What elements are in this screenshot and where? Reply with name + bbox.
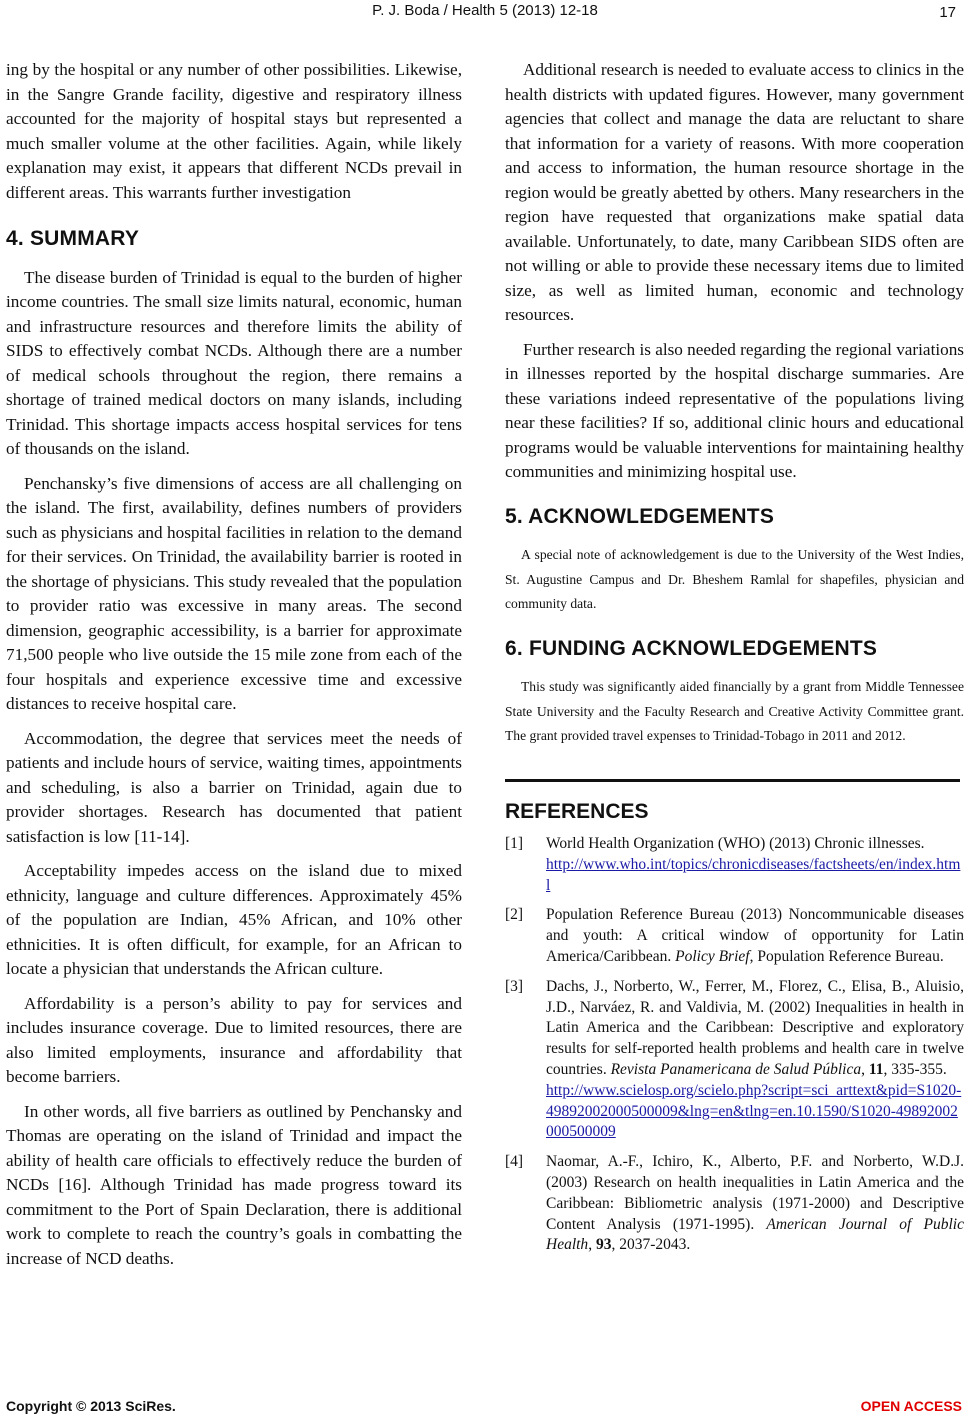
reference-item <box>505 905 964 967</box>
open-access-label: OPEN ACCESS <box>860 1398 962 1414</box>
running-header <box>0 2 970 24</box>
reference-volume: 93 <box>595 1236 612 1254</box>
separator: , <box>588 1236 596 1254</box>
reference-text: , Population Reference Bureau. <box>749 947 944 965</box>
body-paragraph: Further research is also needed regarding the regional variations in illnesses reported by the hospital discharge summaries. Are these variations indeed representative of the populations living near these facilities? If so, additional clinic hours and educational programs would be valuable interventions for maintaining healthy communities and minimizing hospital use. <box>505 339 964 481</box>
reference-text: Population Reference Bureau (2013) Noncommunicable diseases and youth: A critical window of opportunity for Latin America/Caribbean. <box>546 906 964 965</box>
summary-paragraph: Accommodation, the degree that services meet the needs of patients and include hours of service, waiting times, appointments and scheduling, is also a barrier on Trinidad, again due to provider shortages. Research has documented that patient satisfaction is low [11-14]. <box>6 728 462 846</box>
continuation-paragraph: ing by the hospital or any number of other possibilities. Likewise, in the Sangre Grande facility, digestive and respiratory illness accounted for the majority of hospital stays but represented a much smaller volume at the other facilities. Again, while likely explanation may exist, it appears that different NCDs prevail in different areas. This warrants further investigation <box>6 60 462 202</box>
summary-paragraph: Acceptability impedes access on the island due to mixed ethnicity, language and culture differences. Approximately 45% of the population are Indian, 45% African, and 10% other ethnicities. It is often difficult, for example, for an African to locate a physician that understands the African culture. <box>6 861 462 978</box>
reference-volume: 11 <box>868 1060 884 1078</box>
copyright-notice: Copyright © 2013 SciRes. <box>6 1398 176 1414</box>
summary-heading: 4. SUMMARY <box>6 227 140 250</box>
acknowledgements-heading: 5. ACKNOWLEDGEMENTS <box>505 504 775 528</box>
section-divider <box>505 779 960 782</box>
reference-number: [4] <box>505 1153 524 1171</box>
summary-paragraph: Affordability is a person’s ability to pay for services and includes insurance coverage. Due to limited resources, there are also limited employments, insurance and affordability that become barriers. <box>6 993 462 1086</box>
reference-pages: , 2037-2043. <box>611 1236 691 1254</box>
reference-source: American Journal of Public Health <box>546 1215 964 1254</box>
reference-source: Policy Brief <box>675 947 750 965</box>
reference-source: Revista Panamericana de Salud Pública <box>610 1060 862 1078</box>
reference-text: Naomar, A.-F., Ichiro, K., Alberto, P.F. and Norberto, W.D.J. (2003) Research on health inequalities in Latin America and the Caribbean: Bibliometric analysis (1971-2000) and Descriptive Content Analysis (1971-1995). <box>546 1153 964 1233</box>
left-column <box>6 58 462 1271</box>
summary-paragraph: The disease burden of Trinidad is equal to the burden of higher income countries. The small size limits natural, economic, human and infrastructure resources and therefore limits the ability of SIDS to effectively combat NCDs. Although there are a number of medical schools throughout the region, there remains a shortage of trained medical doctors on many islands, including Trinidad. This shortage impacts access hospital services for tens of thousands on the island. <box>6 267 462 458</box>
reference-link[interactable]: http://www.scielosp.org/scielo.php?script=sci_arttext&pid=S1020-49892002000500009&lng=en&tlng=en.10.1590/S1020-49892002000500009 <box>546 1081 962 1141</box>
page-number: 17 <box>939 4 956 21</box>
reference-link[interactable]: http://www.who.int/topics/chronicdiseases/factsheets/en/index.html <box>546 855 961 894</box>
reference-text: World Health Organization (WHO) (2013) Chronic illnesses. <box>546 835 925 852</box>
funding-heading: 6. FUNDING ACKNOWLEDGEMENTS <box>505 636 878 660</box>
reference-pages: , 335-355. <box>883 1060 947 1078</box>
separator: , <box>861 1060 869 1078</box>
running-title: P. J. Boda / Health 5 (2013) 12-18 <box>372 2 598 19</box>
reference-number: [2] <box>505 906 524 924</box>
body-paragraph: Additional research is needed to evaluate access to clinics in the health districts with updated figures. However, many government agencies that collect and manage the data are reluctant to share that information for a variety of reasons. With more cooperation and access to information, the human resource shortage in the region would be greatly abetted by others. Many researchers in the region have requested that organizations make spatial data available. Unfortunately, to date, many Caribbean SIDS often are not willing or able to provide these necessary items due to limited size, as well as limited human, economic and technology resources. <box>505 60 964 324</box>
reference-text: Dachs, J., Norberto, W., Ferrer, M., Florez, C., Elisa, B., Aluisio, J.D., Narváez, R. and Valdivia, M. (2002) Inequalities in health in Latin America and the Caribbean: Descriptive and exploratory results for self-reported health problems and health care in twelve countries. <box>546 977 964 1078</box>
reference-item <box>505 834 964 896</box>
summary-paragraph: Penchansky’s five dimensions of access are all challenging on the island. The first, availability, defines numbers of providers such as physicians and hospital facilities in relation to the demand for their services. On Trinidad, the availability barrier is rooted in the shortage of physicians. This study revealed that the population to provider ratio was excessive in many areas. The second dimension, geographic accessibility, is a barrier for approximate 71,500 people who live outside the 15 mile zone from each of the four hospitals and experience excessive time and excessive distances to receive hospital care. <box>6 473 462 713</box>
reference-number: [3] <box>505 977 524 995</box>
reference-number: [1] <box>505 835 524 852</box>
references-heading: REFERENCES <box>505 799 649 823</box>
right-column <box>505 58 964 1265</box>
summary-paragraph: In other words, all five barriers as outlined by Penchansky and Thomas are operating on the island of Trinidad and impact the ability of health care officials to effectively reduce the burden of NCDs [16]. Although Trinidad has made progress toward its commitment to the Port of Spain Declaration, there is additional work to complete to reach the country’s goals in combatting the increase of NCD deaths. <box>6 1101 462 1268</box>
reference-item <box>505 1152 964 1256</box>
acknowledgements-text: A special note of acknowledgement is due to the University of the West Indies, St. Augustine Campus and Dr. Bheshem Ramlal for shapefiles, physician and community data. <box>505 547 964 611</box>
reference-item <box>505 977 964 1143</box>
funding-text: This study was significantly aided financially by a grant from Middle Tennessee State University and the Faculty Research and Creative Activity Committee grant. The grant provided travel expenses to Trinidad-Tobago in 2011 and 2012. <box>505 679 964 743</box>
